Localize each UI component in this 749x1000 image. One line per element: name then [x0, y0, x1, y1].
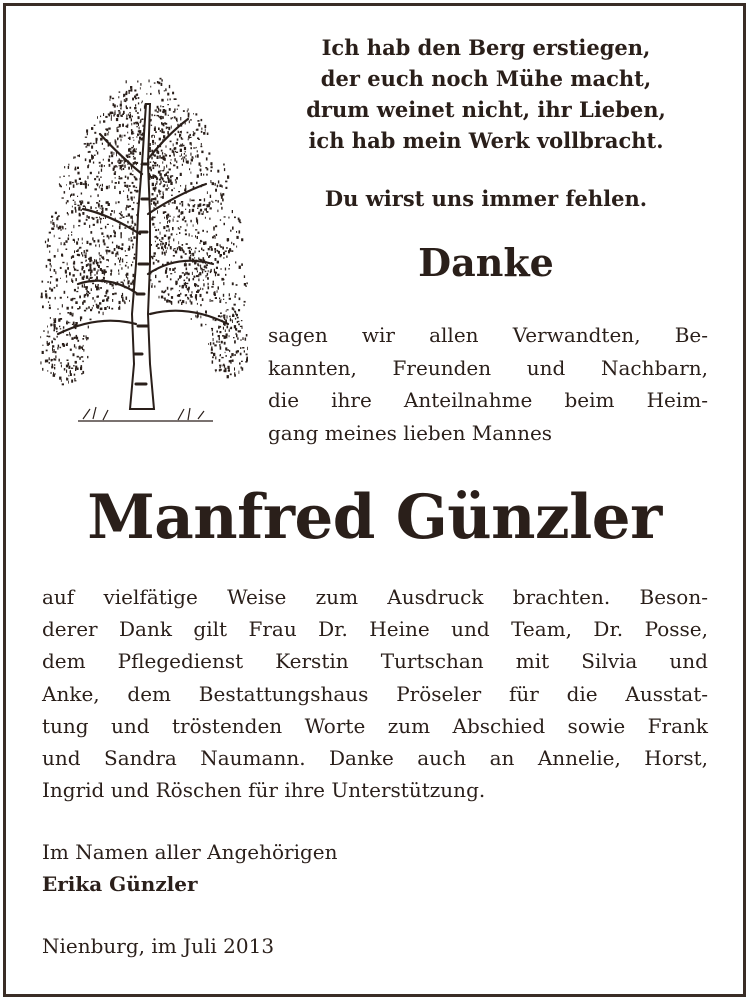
place-date: Nienburg, im Juli 2013: [42, 934, 275, 958]
poem: [276, 32, 696, 156]
body-line: Ingrid und Röschen für ihre Unterstützung.: [42, 778, 486, 803]
poem-line: drum weinet nicht, ihr Lieben,: [306, 97, 666, 122]
intro-line: sagen wir allen Verwandten, Be-: [268, 323, 708, 347]
body-line: auf vielfätige Weise zum Ausdruck brachten. Beson-: [42, 585, 708, 609]
intro-text: [268, 319, 708, 449]
thanks-heading: Danke: [418, 240, 554, 285]
poem-line: ich hab mein Werk vollbracht.: [308, 128, 664, 153]
body-line: und Sandra Naumann. Danke auch an Annelie, Horst,: [42, 745, 708, 770]
body-line: tung und tröstenden Worte zum Abschied sowie Frank: [42, 713, 708, 738]
body-line: dem Pflegedienst Kerstin Turtschan mit Silvia und: [42, 649, 708, 674]
poem-line: Ich hab den Berg erstiegen,: [321, 35, 651, 60]
signature-line: Im Namen aller Angehörigen: [42, 840, 338, 864]
intro-line: gang meines lieben Mannes: [268, 420, 553, 445]
poem-line: der euch noch Mühe macht,: [320, 66, 652, 91]
deceased-name: Manfred Günzler: [87, 482, 662, 553]
signature-name: Erika Günzler: [42, 872, 198, 896]
body-line: Anke, dem Bestattungshaus Pröseler für die Ausstat-: [42, 681, 708, 706]
body-text: [42, 581, 708, 806]
body-line: derer Dank gilt Frau Dr. Heine und Team, Dr. Posse,: [42, 617, 708, 642]
poem-closing: Du wirst uns immer fehlen.: [324, 186, 648, 211]
intro-line: die ihre Anteilnahme beim Heim-: [268, 388, 708, 412]
birch-tree-icon: [38, 64, 248, 429]
intro-line: kannten, Freunden und Nachbarn,: [268, 355, 708, 380]
